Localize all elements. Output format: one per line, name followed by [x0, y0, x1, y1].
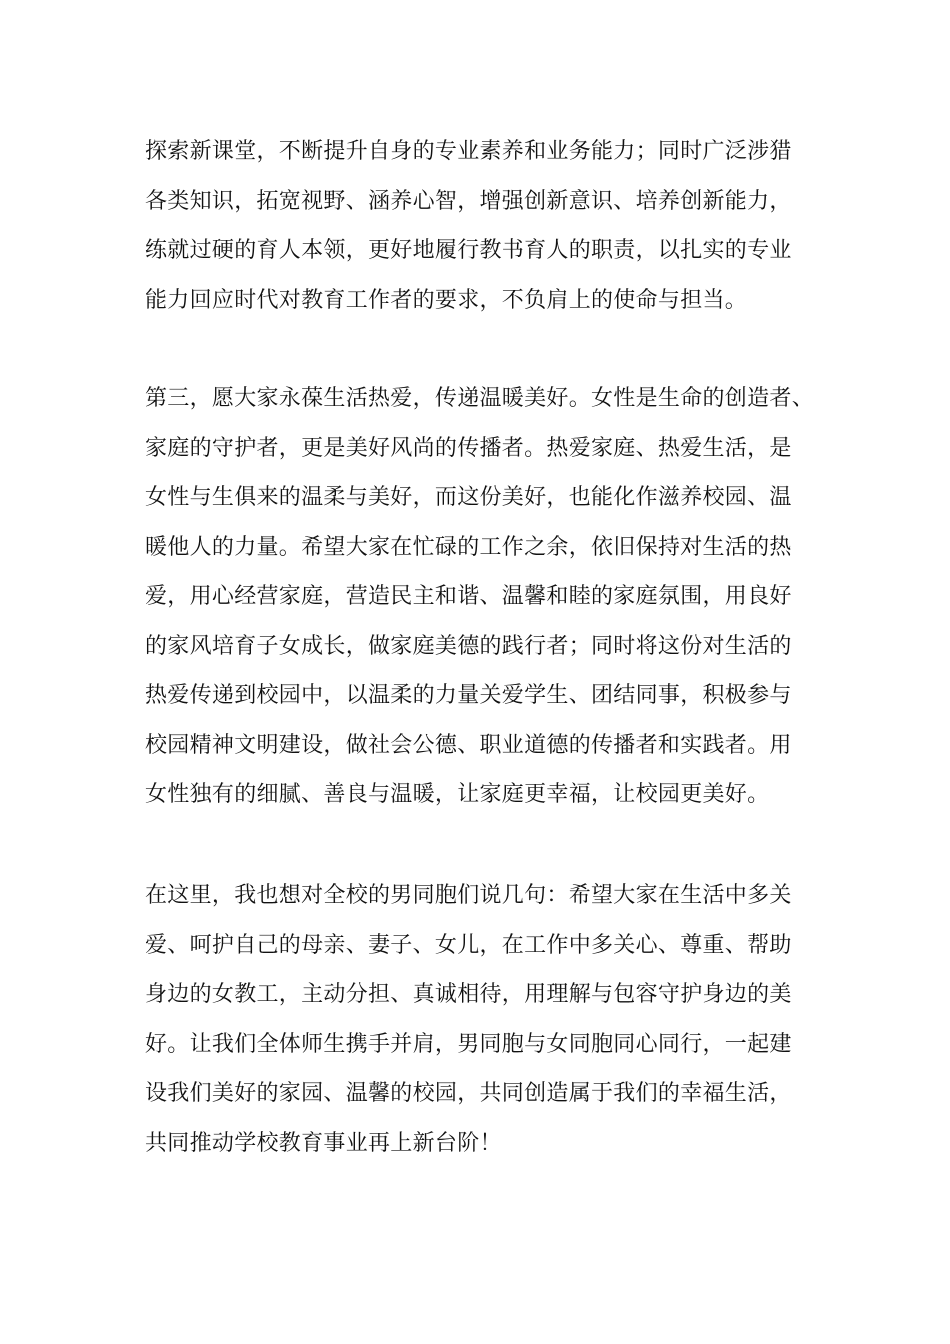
- paragraph-line: 第三，愿大家永葆生活热爱，传递温暖美好。女性是生命的创造者、: [145, 386, 815, 411]
- paragraph-line: 热爱传递到校园中，以温柔的力量关爱学生、团结同事，积极参与: [145, 683, 792, 708]
- paragraph-line: 练就过硬的育人本领，更好地履行教书育人的职责，以扎实的专业: [145, 238, 792, 263]
- paragraph-line: 好。让我们全体师生携手并肩，男同胞与女同胞同心同行，一起建: [145, 1031, 792, 1057]
- paragraph-3: [145, 871, 825, 1168]
- paragraph-line: 女性与生俱来的温柔与美好，而这份美好，也能化作滋养校园、温: [145, 485, 792, 510]
- paragraph-line: 共同推动学校教育事业再上新台阶！: [145, 1130, 502, 1156]
- paragraph-line: 的家风培育子女成长，做家庭美德的践行者；同时将这份对生活的: [145, 633, 792, 659]
- paragraph-line: 女性独有的细腻、善良与温暖，让家庭更幸福，让校园更美好。: [145, 782, 770, 807]
- paragraph-line: 暖他人的力量。希望大家在忙碌的工作之余，依旧保持对生活的热: [145, 534, 792, 560]
- paragraph-line: 在这里，我也想对全校的男同胞们说几句：希望大家在生活中多关: [145, 883, 792, 908]
- paragraph-line: 爱、呵护自己的母亲、妻子、女儿，在工作中多关心、尊重、帮助: [145, 932, 792, 958]
- paragraph-line: 爱，用心经营家庭，营造民主和谐、温馨和睦的家庭氛围，用良好: [145, 584, 792, 609]
- paragraph-line: 设我们美好的家园、温馨的校园，共同创造属于我们的幸福生活，: [145, 1081, 792, 1106]
- paragraph-line: 能力回应时代对教育工作者的要求，不负肩上的使命与担当。: [145, 287, 748, 313]
- paragraph-line: 校园精神文明建设，做社会公德、职业道德的传播者和实践者。用: [145, 732, 792, 758]
- paragraph-line: 探索新课堂，不断提升自身的专业素养和业务能力；同时广泛涉猎: [145, 139, 792, 164]
- paragraph-line: 身边的女教工，主动分担、真诚相待，用理解与包容守护身边的美: [145, 982, 792, 1007]
- paragraph-line: 家庭的守护者，更是美好风尚的传播者。热爱家庭、热爱生活，是: [145, 435, 792, 461]
- paragraph-line: 各类知识，拓宽视野、涵养心智，增强创新意识、培养创新能力，: [145, 188, 792, 214]
- paragraph-2: [145, 374, 825, 820]
- paragraph-1: [145, 127, 825, 325]
